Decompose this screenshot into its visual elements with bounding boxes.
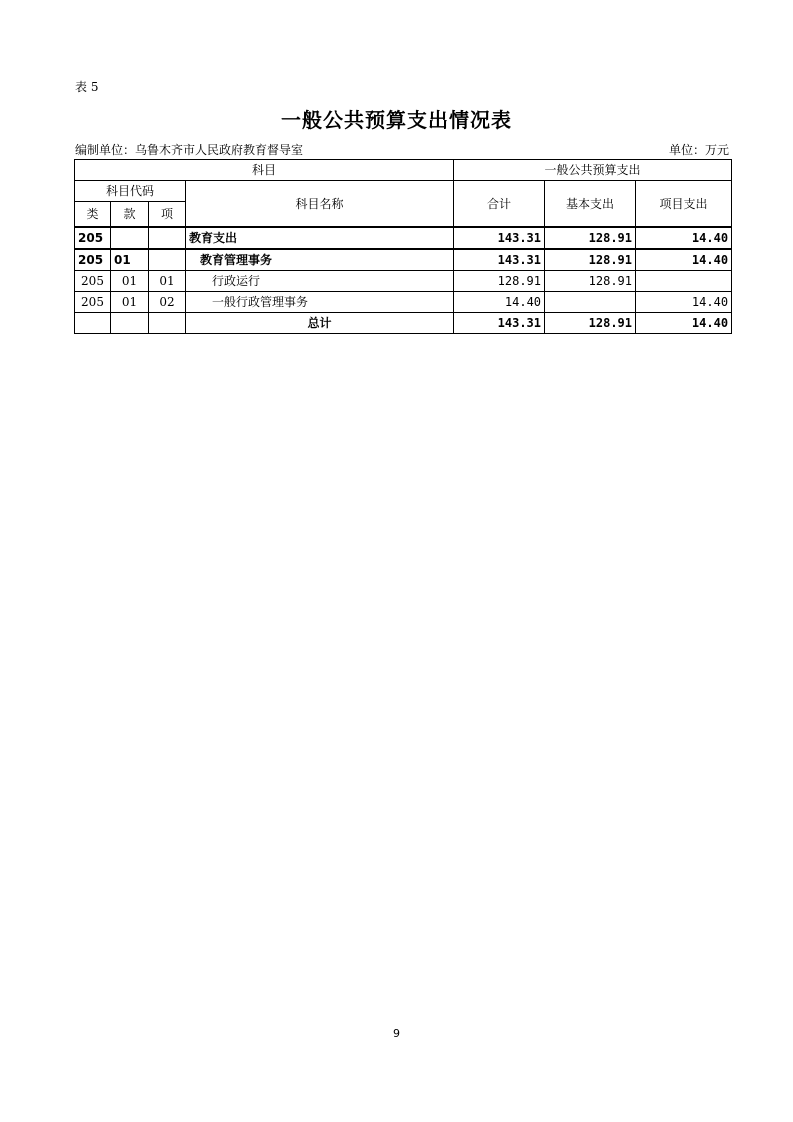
row-basic xyxy=(545,292,636,313)
summary-label: 总计 xyxy=(186,313,454,334)
row-total: 14.40 xyxy=(454,292,545,313)
summary-basic: 128.91 xyxy=(545,313,636,334)
page-number: 9 xyxy=(393,1027,400,1040)
row-basic: 128.91 xyxy=(545,249,636,271)
table-row xyxy=(75,227,732,249)
row-project: 14.40 xyxy=(636,227,732,249)
header-total: 合计 xyxy=(454,181,545,228)
header-xiang: 项 xyxy=(149,202,186,228)
row-kuan: 01 xyxy=(111,271,149,292)
summary-row xyxy=(75,313,732,334)
row-project: 14.40 xyxy=(636,292,732,313)
header-kuan: 款 xyxy=(111,202,149,228)
row-xiang: 01 xyxy=(149,271,186,292)
row-name: 行政运行 xyxy=(186,271,454,292)
row-kuan xyxy=(111,227,149,249)
currency-unit: 单位：万元 xyxy=(668,143,729,157)
header-subject: 科目 xyxy=(75,160,454,181)
row-xiang xyxy=(149,227,186,249)
header-project: 项目支出 xyxy=(636,181,732,228)
summary-total: 143.31 xyxy=(454,313,545,334)
row-lei: 205 xyxy=(75,271,111,292)
table-row xyxy=(75,271,732,292)
row-xiang xyxy=(149,249,186,271)
header-lei: 类 xyxy=(75,202,111,228)
row-name: 教育管理事务 xyxy=(186,249,454,271)
row-lei: 205 xyxy=(75,249,111,271)
row-lei: 205 xyxy=(75,227,111,249)
row-kuan: 01 xyxy=(111,292,149,313)
row-name: 一般行政管理事务 xyxy=(186,292,454,313)
row-project: 14.40 xyxy=(636,249,732,271)
row-project xyxy=(636,271,732,292)
row-name: 教育支出 xyxy=(186,227,454,249)
header-budget-expenditure: 一般公共预算支出 xyxy=(454,160,732,181)
row-basic: 128.91 xyxy=(545,227,636,249)
table-row xyxy=(75,249,732,271)
header-basic: 基本支出 xyxy=(545,181,636,228)
row-lei: 205 xyxy=(75,292,111,313)
budget-expenditure-table xyxy=(74,159,732,334)
summary-kuan xyxy=(111,313,149,334)
row-total: 143.31 xyxy=(454,227,545,249)
summary-xiang xyxy=(149,313,186,334)
compiling-unit: 编制单位：乌鲁木齐市人民政府教育督导室 xyxy=(75,143,304,157)
summary-project: 14.40 xyxy=(636,313,732,334)
header-subject-code: 科目代码 xyxy=(75,181,186,202)
page-title: 一般公共预算支出情况表 xyxy=(281,108,512,132)
summary-lei xyxy=(75,313,111,334)
row-total: 128.91 xyxy=(454,271,545,292)
row-basic: 128.91 xyxy=(545,271,636,292)
header-subject-name: 科目名称 xyxy=(186,181,454,228)
table-row xyxy=(75,292,732,313)
table-number: 表 5 xyxy=(75,80,99,94)
row-xiang: 02 xyxy=(149,292,186,313)
row-kuan: 01 xyxy=(111,249,149,271)
row-total: 143.31 xyxy=(454,249,545,271)
